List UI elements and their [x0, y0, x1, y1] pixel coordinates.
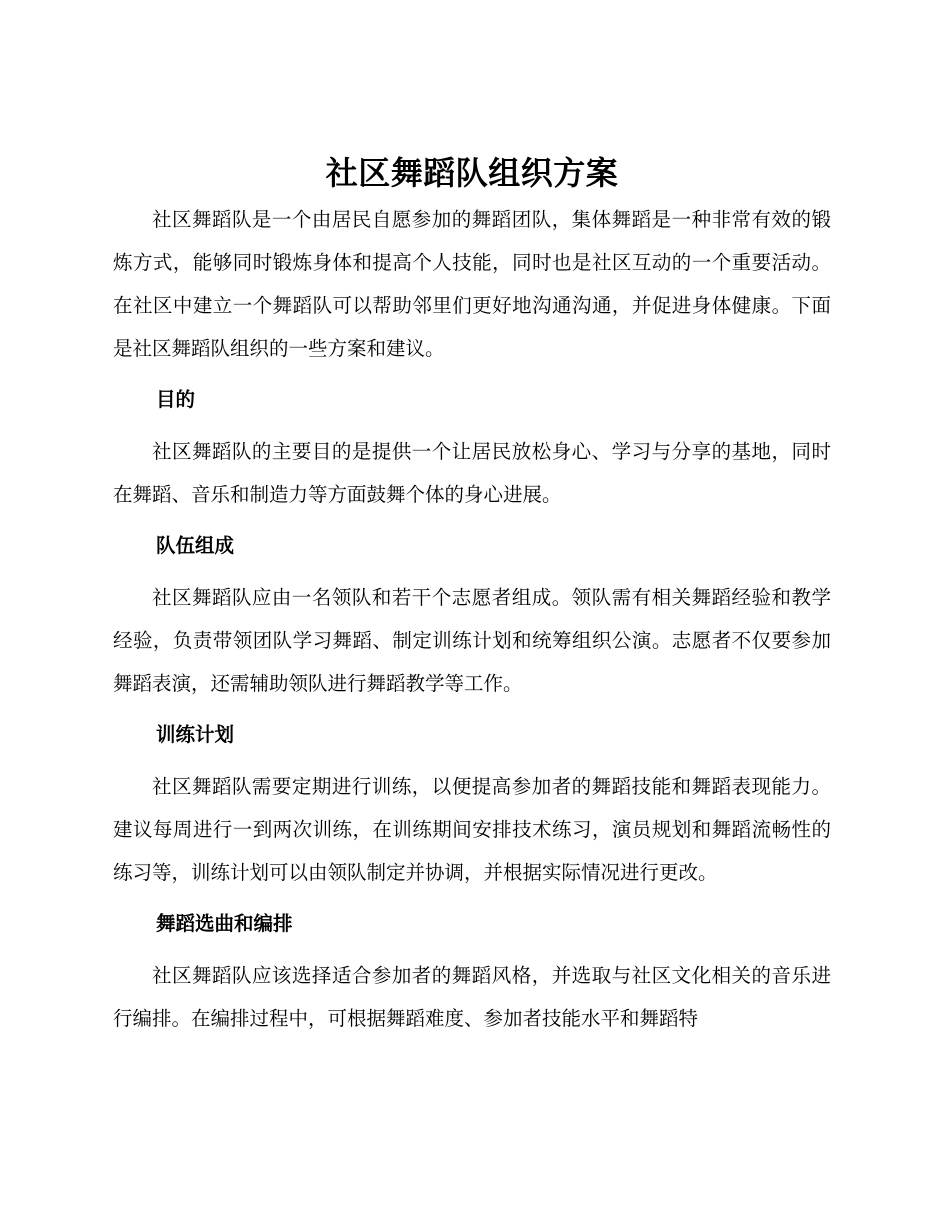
section-body-purpose: 社区舞蹈队的主要目的是提供一个让居民放松身心、学习与分享的基地，同时在舞蹈、音乐和制造力等方面鼓舞个体的身心进展。 — [113, 440, 831, 506]
section-heading-training: 训练计划 — [156, 723, 235, 746]
section-body-music: 社区舞蹈队应该选择适合参加者的舞蹈风格，并选取与社区文化相关的音乐进行编排。在编排过程中，可根据舞蹈难度、参加者技能水平和舞蹈特 — [113, 964, 831, 1030]
section-body-team: 社区舞蹈队应由一名领队和若干个志愿者组成。领队需有相关舞蹈经验和教学经验，负责带领团队学习舞蹈、制定训练计划和统筹组织公演。志愿者不仅要参加舞蹈表演，还需辅助领队进行舞蹈教学等工作。 — [113, 586, 831, 695]
section-heading-purpose: 目的 — [156, 388, 196, 411]
section-body-training: 社区舞蹈队需要定期进行训练，以便提高参加者的舞蹈技能和舞蹈表现能力。建议每周进行一到两次训练，在训练期间安排技术练习，演员规划和舞蹈流畅性的练习等，训练计划可以由领队制定并协调，并根据实际情况进行更改。 — [113, 775, 831, 884]
intro-paragraph: 社区舞蹈队是一个由居民自愿参加的舞蹈团队，集体舞蹈是一种非常有效的锻炼方式，能够同时锻炼身体和提高个人技能，同时也是社区互动的一个重要活动。在社区中建立一个舞蹈队可以帮助邻里们更好地沟通沟通，并促进身体健康。下面是社区舞蹈队组织的一些方案和建议。 — [113, 208, 831, 360]
section-heading-team: 队伍组成 — [156, 534, 235, 557]
document-page — [113, 150, 831, 1040]
section-heading-music: 舞蹈选曲和编排 — [156, 912, 293, 935]
document-title: 社区舞蹈队组织方案 — [325, 154, 619, 192]
